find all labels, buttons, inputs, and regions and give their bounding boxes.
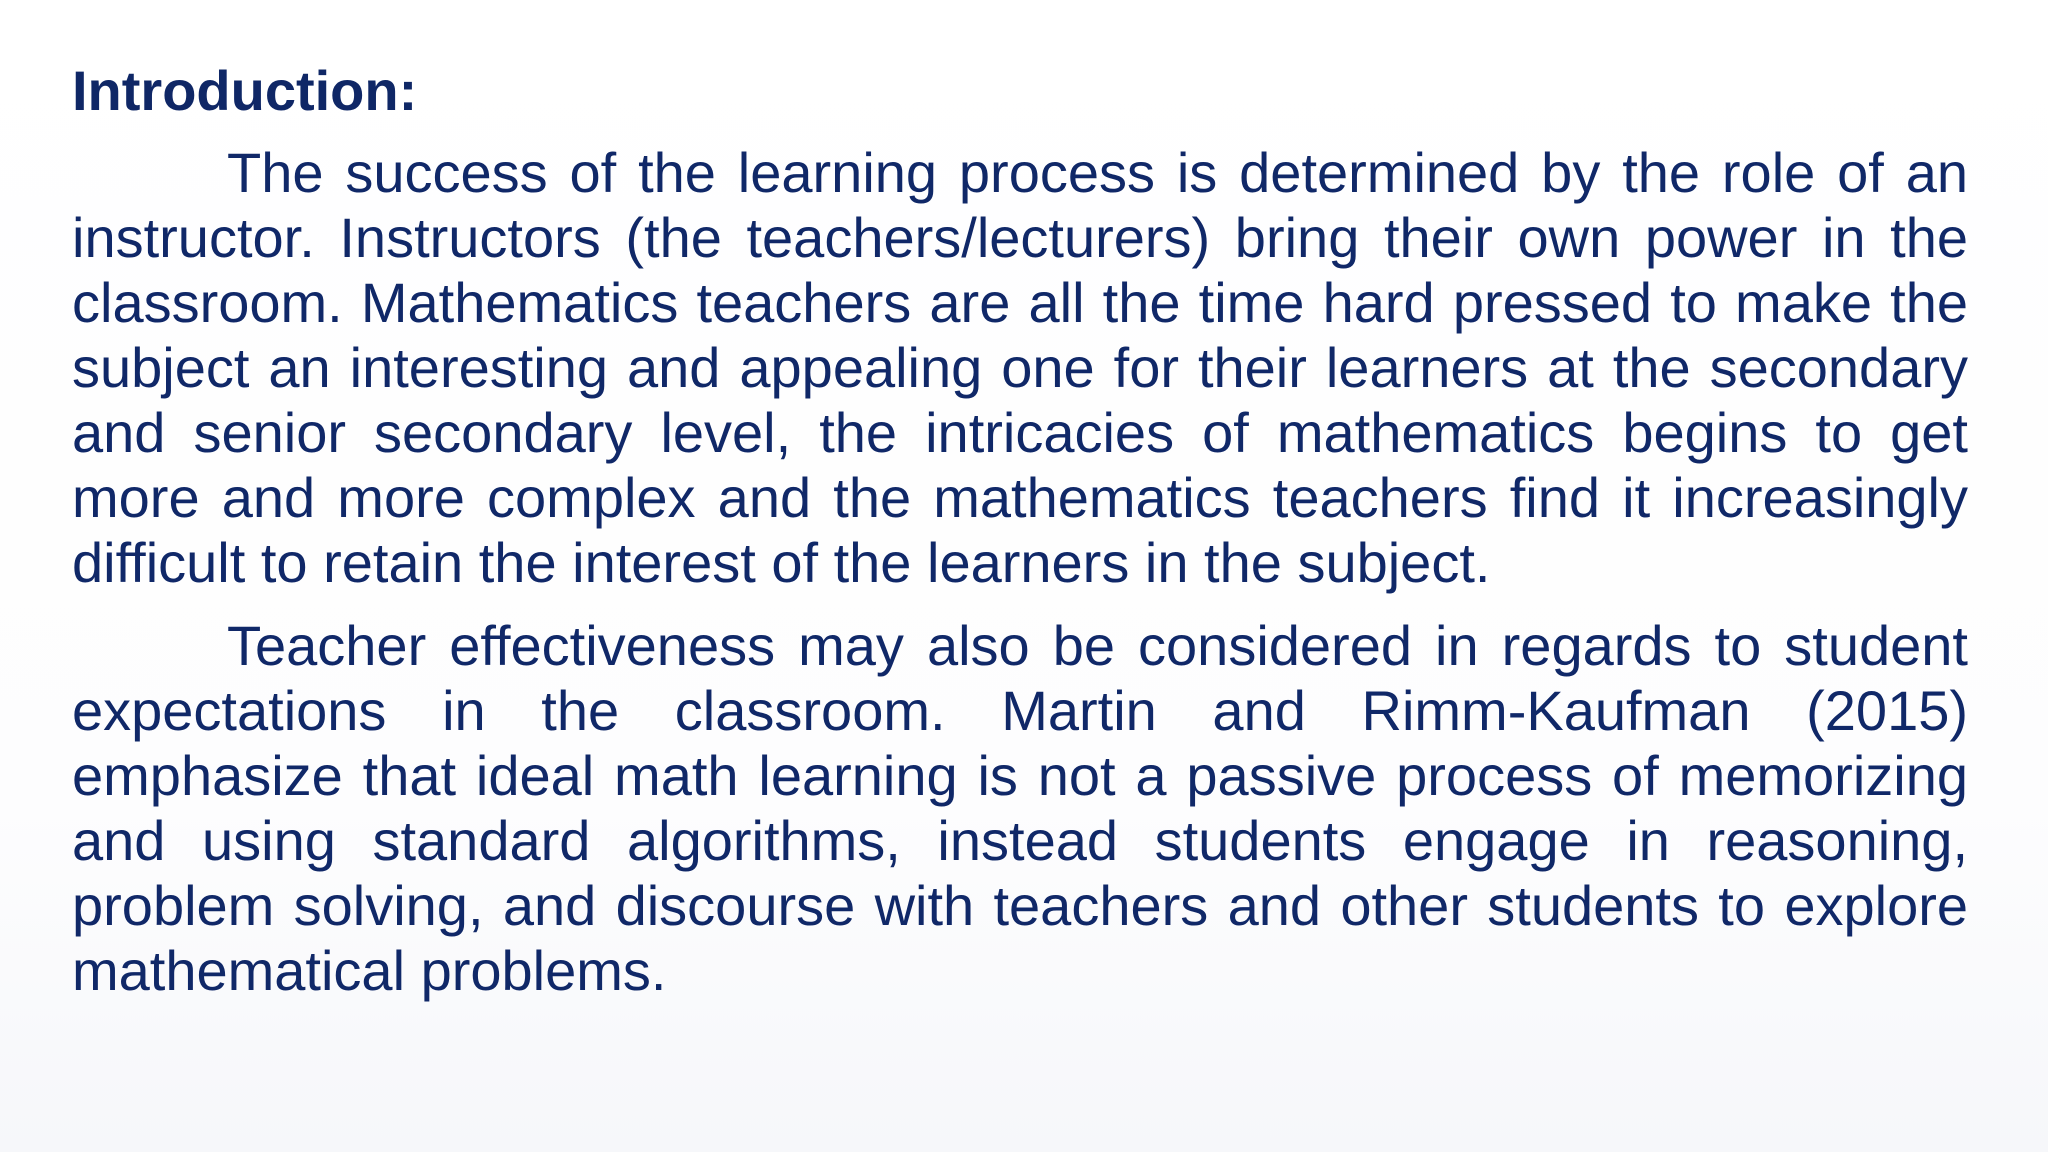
slide-heading: Introduction: (72, 59, 418, 122)
paragraph-learning-process: The success of the learning process is determined by the role of an instructor. Instructors (the teachers/lecturers) bring their own power in the classroom. Mathematics teachers are all the time hard pressed to make the subject an interesting and appealing one for their learners at the secondary and senior secondary level, the intricacies of mathematics begins to get more and more complex and the mathematics teachers find it increasingly difficult to retain the interest of the learners in the subject. (72, 141, 1968, 594)
slide-content (72, 48, 1968, 1021)
paragraph-teacher-effectiveness: Teacher effectiveness may also be considered in regards to student expectations in the classroom. Martin and Rimm-Kaufman (2015) emphasize that ideal math learning is not a passive process of memorizing and using standard algorithms, instead students engage in reasoning, problem solving, and discourse with teachers and other students to explore mathematical problems. (72, 614, 1968, 1002)
